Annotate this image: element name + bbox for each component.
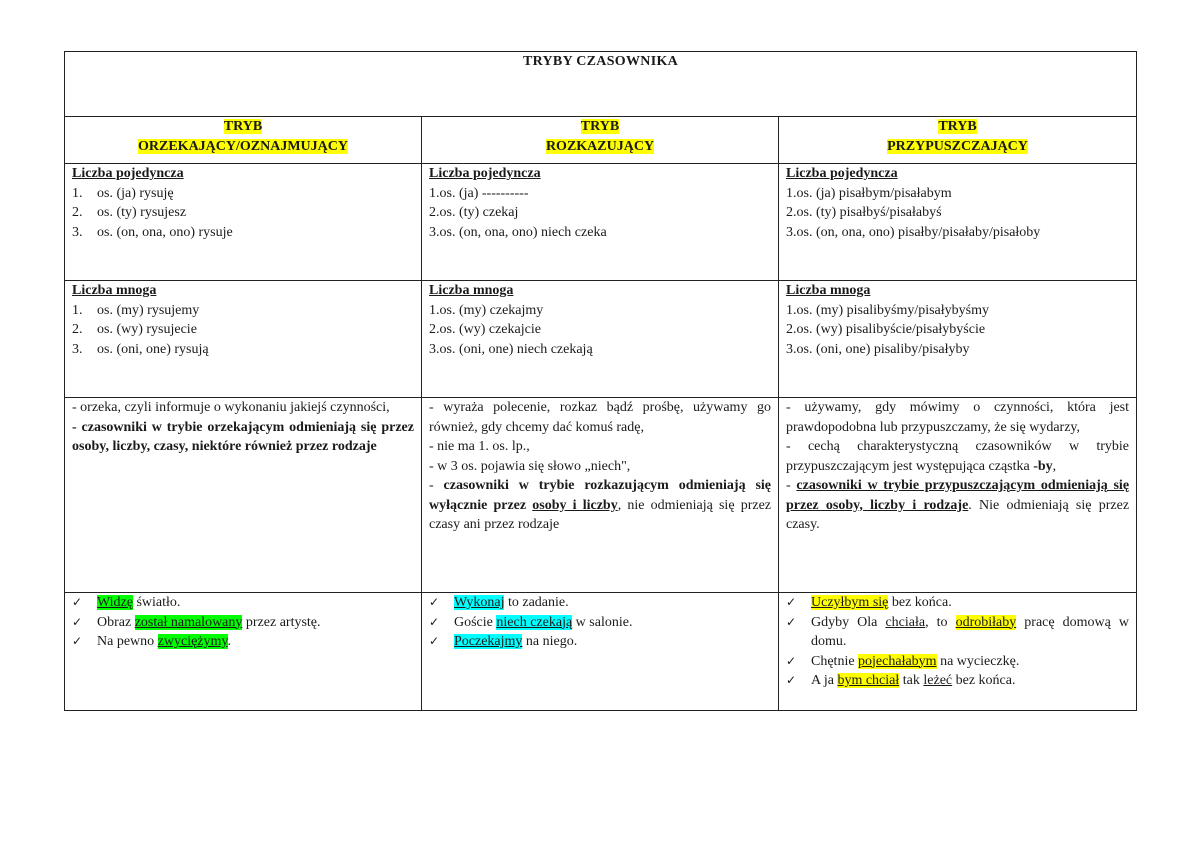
list-item: 2.os. (wy) pisalibyście/pisałybyście: [786, 322, 986, 337]
particle-comma: ,: [1052, 458, 1057, 474]
list-item: 2.os. (ty) czekaj: [429, 205, 519, 220]
list-item: 1.os. (my) pisalibyśmy/pisałybyśmy: [786, 302, 989, 318]
highlighted-verb: Wykonaj: [454, 595, 505, 610]
item-text: os. (on, ona, ono) rysuje: [97, 224, 233, 240]
item-number: 2.: [72, 322, 83, 337]
highlighted-verb: został namalowany: [134, 614, 243, 630]
list-item: 3.os. (on, ona, ono) niech czeka: [429, 224, 607, 240]
imperative-examples-cell: [422, 593, 779, 711]
example-post: .: [227, 634, 231, 649]
example-list: [786, 593, 1129, 691]
header-indicative: [65, 117, 422, 164]
list-item: 3.os. (oni, one) pisaliby/pisałyby: [786, 341, 970, 357]
rule-dash: -: [429, 478, 444, 493]
example-text: [811, 652, 1129, 672]
imperative-description-cell: [422, 398, 779, 593]
particle-text: - cechą charakterystyczną czasowników w trybie przypuszczającym jest występująca cząstka: [786, 439, 1130, 474]
checkmark-icon: ✓: [72, 634, 83, 648]
rule-text: czasowniki w trybie przypuszczającym odmieniają się przez osoby, liczby i rodzaje: [786, 478, 1130, 513]
item-number: 3.: [72, 341, 83, 357]
rule-text-underlined: osoby i liczby: [532, 497, 618, 513]
plural-label: Liczba mnoga: [72, 283, 157, 298]
item-text: os. (my) rysujemy: [97, 302, 200, 318]
checkmark-icon: ✓: [72, 614, 83, 629]
item-number: 2.: [72, 205, 83, 220]
header-row: [65, 117, 1137, 164]
item-number: 1.: [72, 302, 83, 318]
header-indicative-line1: TRYB: [223, 119, 263, 134]
example-post: to zadanie.: [504, 595, 569, 610]
conditional-examples-cell: [779, 593, 1137, 711]
indicative-description-cell: [65, 398, 422, 593]
description-rule: [429, 476, 771, 535]
example-list: [429, 593, 771, 652]
description-rule: [72, 418, 414, 457]
item-text: os. (ja) rysuję: [97, 185, 174, 201]
rule-text-main: czasowniki w trybie rozkazującym odmieniają się wyłącznie przez: [429, 478, 771, 513]
table-title: TRYBY CZASOWNIKA: [65, 52, 1137, 117]
header-conditional-line2: PRZYPUSZCZAJĄCY: [887, 138, 1028, 154]
example-item: [72, 613, 414, 633]
example-post: bez końca.: [952, 673, 1016, 688]
checkmark-icon: ✓: [72, 595, 83, 609]
underlined-verb: chciała: [885, 614, 926, 630]
header-indicative-line2: ORZEKAJĄCY/OZNAJMUJĄCY: [138, 138, 348, 154]
example-post: na wycieczkę.: [936, 653, 1020, 669]
underlined-verb: leżeć: [923, 673, 953, 688]
item-number: 3.: [72, 224, 83, 240]
example-item: [786, 613, 1129, 652]
imperative-plural-cell: [422, 281, 779, 398]
rule-dash: -: [786, 478, 797, 493]
example-pre: Chętnie: [811, 653, 859, 669]
plural-label: Liczba mnoga: [429, 283, 514, 298]
list-item: [72, 320, 414, 340]
header-imperative-line1: TRYB: [580, 119, 620, 134]
list-item: [72, 203, 414, 223]
indicative-examples-cell: [65, 593, 422, 711]
checkmark-icon: ✓: [786, 653, 797, 668]
indicative-singular-cell: [65, 164, 422, 281]
highlighted-verb: Poczekajmy: [454, 634, 523, 649]
example-item: [786, 593, 1129, 613]
list-item: 2.os. (ty) pisałbyś/pisałabyś: [786, 205, 942, 220]
example-item: [786, 671, 1129, 691]
example-item: [429, 593, 771, 613]
description-line: [786, 437, 1129, 476]
item-text: os. (ty) rysujesz: [97, 205, 187, 220]
rule-text-tail: , nie odmieniają się przez czasy ani przez rodzaje: [429, 497, 771, 532]
item-number: 1.: [72, 185, 83, 201]
highlighted-verb: niech czekają: [496, 614, 573, 630]
header-imperative-line2: ROZKAZUJĄCY: [545, 138, 655, 154]
conditional-plural-cell: [779, 281, 1137, 398]
example-text: [454, 632, 771, 652]
example-mid: , to: [925, 614, 956, 630]
checkmark-icon: ✓: [786, 673, 797, 687]
checkmark-icon: ✓: [786, 614, 797, 629]
example-post: bez końca.: [888, 595, 952, 610]
singular-label: Liczba pojedyncza: [786, 166, 898, 181]
highlighted-verb: odrobiłaby: [955, 614, 1017, 630]
list-item: 2.os. (wy) czekajcie: [429, 322, 541, 337]
example-text: [97, 593, 414, 613]
checkmark-icon: ✓: [786, 595, 797, 609]
highlighted-verb: zwyciężymy: [157, 634, 228, 649]
example-text: [811, 613, 1129, 652]
example-text: [454, 613, 771, 633]
particle-by: -by: [1033, 458, 1053, 474]
list-item: [72, 301, 414, 321]
example-pre: Na pewno: [97, 634, 158, 649]
title-row: [65, 52, 1137, 117]
highlighted-verb: pojechałabym: [858, 653, 937, 669]
checkmark-icon: ✓: [429, 634, 440, 648]
example-text: [97, 632, 414, 652]
description-line: - orzeka, czyli informuje o wykonaniu jakiejś czynności,: [72, 400, 390, 415]
list-item: [72, 184, 414, 204]
example-pre: Goście: [454, 614, 497, 630]
singular-row: [65, 164, 1137, 281]
plural-row: [65, 281, 1137, 398]
examples-row: [65, 593, 1137, 711]
singular-label: Liczba pojedyncza: [72, 166, 184, 181]
description-rule: [786, 476, 1129, 535]
list-item: [72, 340, 414, 360]
checkmark-icon: ✓: [429, 595, 440, 609]
header-conditional: [779, 117, 1137, 164]
list-item: 3.os. (on, ona, ono) pisałby/pisałaby/pisałoby: [786, 224, 1041, 240]
list-item: 3.os. (oni, one) niech czekają: [429, 341, 593, 357]
example-item: [72, 632, 414, 652]
example-post: w salonie.: [572, 614, 633, 630]
example-item: [429, 613, 771, 633]
example-post: pracę domową w domu.: [811, 614, 1130, 649]
rule-text-tail: . Nie odmieniają się przez czasy.: [786, 497, 1130, 532]
example-text: [811, 671, 1129, 691]
example-pre: A ja: [811, 673, 838, 688]
imperative-singular-cell: [422, 164, 779, 281]
example-pre: Obraz: [97, 614, 135, 630]
plural-label: Liczba mnoga: [786, 283, 871, 298]
example-pre: Gdyby Ola: [811, 614, 886, 630]
checkmark-icon: ✓: [429, 614, 440, 629]
list-item: 1.os. (ja) pisałbym/pisałabym: [786, 185, 952, 201]
conditional-description-cell: [779, 398, 1137, 593]
item-text: os. (wy) rysujecie: [97, 322, 197, 337]
header-imperative: [422, 117, 779, 164]
example-post: przez artystę.: [242, 614, 321, 630]
rule-text: - czasowniki w trybie orzekającym odmieniają się przez osoby, liczby, czasy, niektóre również przez rodzaje: [72, 419, 414, 454]
highlighted-verb: Widzę: [97, 595, 133, 610]
list-item: 1.os. (ja) ----------: [429, 185, 529, 201]
example-item: [786, 652, 1129, 672]
example-post: światło.: [132, 595, 181, 610]
description-line: - wyraża polecenie, rozkaz bądź prośbę, używamy go również, gdy chcemy dać komuś radę,: [429, 400, 771, 435]
singular-label: Liczba pojedyncza: [429, 166, 541, 181]
indicative-plural-cell: [65, 281, 422, 398]
example-post: na niego.: [522, 634, 578, 649]
conjugation-list: [72, 184, 414, 243]
highlighted-verb: bym chciał: [837, 673, 900, 688]
conjugation-list: [72, 301, 414, 360]
example-item: [429, 632, 771, 652]
verb-moods-table: [64, 51, 1137, 711]
example-text: [454, 593, 771, 613]
example-list: [72, 593, 414, 652]
list-item: 1.os. (my) czekajmy: [429, 302, 544, 318]
description-line: - używamy, gdy mówimy o czynności, która jest prawdopodobna lub przypuszczamy, że się wydarzy,: [786, 400, 1130, 435]
example-text: [811, 593, 1129, 613]
header-conditional-line1: TRYB: [938, 119, 977, 134]
description-line: - nie ma 1. os. lp.,: [429, 439, 530, 454]
example-text: [97, 613, 414, 633]
example-mid: tak: [899, 673, 924, 688]
example-item: [72, 593, 414, 613]
description-line: - w 3 os. pojawia się słowo „niech",: [429, 458, 631, 474]
item-text: os. (oni, one) rysują: [97, 341, 209, 357]
list-item: [72, 223, 414, 243]
conditional-singular-cell: [779, 164, 1137, 281]
highlighted-verb: Uczyłbym się: [811, 595, 889, 610]
description-row: [65, 398, 1137, 593]
